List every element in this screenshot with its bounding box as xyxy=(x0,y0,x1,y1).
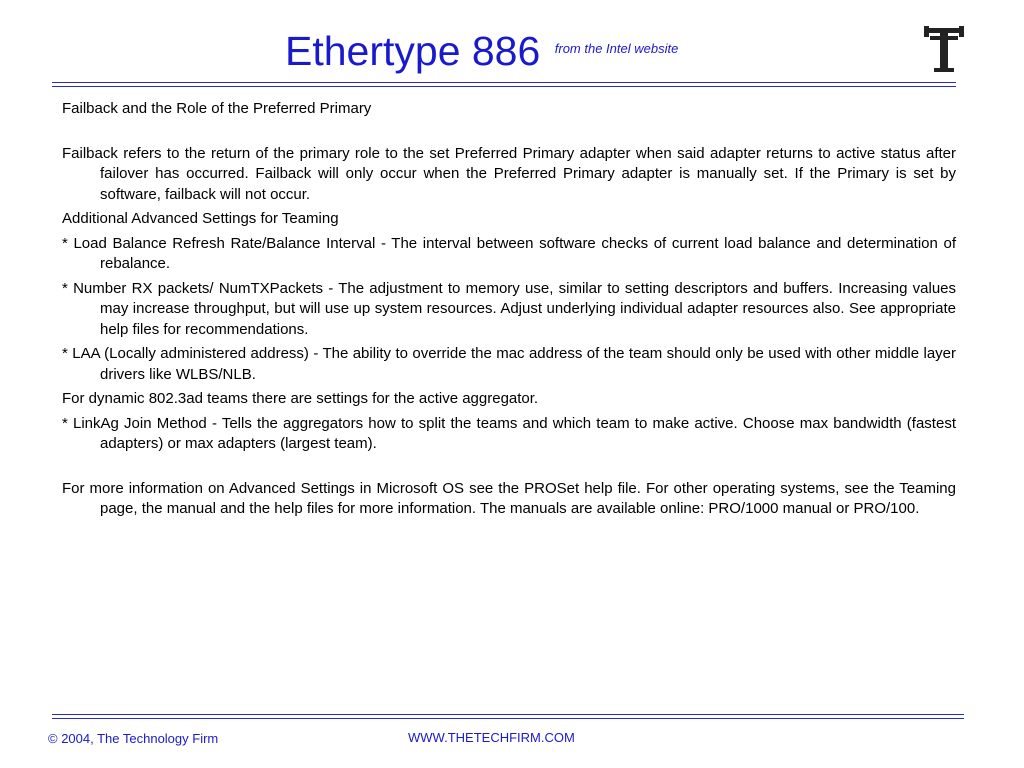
heading-failback: Failback and the Role of the Preferred Primary xyxy=(62,100,372,117)
bullet-linkag: * LinkAg Join Method - Tells the aggregators how to split the teams and which team to make active. Choose max bandwidth (fastest adapters) or max adapters (largest team). xyxy=(62,414,956,452)
heading-advanced-settings: Additional Advanced Settings for Teaming xyxy=(62,210,339,227)
heading-802-3ad: For dynamic 802.3ad teams there are settings for the active aggregator. xyxy=(62,390,539,407)
paragraph-more-info: For more information on Advanced Settings in Microsoft OS see the PROSet help file. For other operating systems, see the Teaming page, the manual and the help files for more information. The manuals are available online: PRO/1000 manual or PRO/100. xyxy=(62,479,956,517)
bullet-laa: * LAA (Locally administered address) - The ability to override the mac address of the team should only be used with other middle layer drivers like WLBS/NLB. xyxy=(62,345,956,383)
footer-copyright: © 2004, The Technology Firm xyxy=(48,731,219,746)
footer-rule-top xyxy=(52,714,964,715)
paragraph-failback: Failback refers to the return of the primary role to the set Preferred Primary adapter when said adapter returns to active status after failover has occurred. Failback will only occur when the Preferred Primary adapter is manually set. If the Primary is set by software, failback will not occur. xyxy=(62,144,956,203)
techfirm-logo xyxy=(924,26,964,74)
slide-title: Ethertype 886 xyxy=(285,28,541,74)
slide-content xyxy=(62,99,956,524)
header-rule-bottom xyxy=(52,86,956,87)
header-rule-top xyxy=(52,82,956,83)
footer-url[interactable]: WWW.THETECHFIRM.COM xyxy=(408,730,575,745)
footer-rule-bottom xyxy=(52,718,964,719)
title-row xyxy=(285,28,678,75)
bullet-rx-packets: * Number RX packets/ NumTXPackets - The adjustment to memory use, similar to setting descriptors and buffers. Increasing values may increase throughput, but will use up system resources. Adjust underlying individual adapter resources also. See appropriate help files for recommendations. xyxy=(62,279,956,338)
bullet-load-balance: * Load Balance Refresh Rate/Balance Interval - The interval between software checks of current load balance and determination of rebalance. xyxy=(62,234,956,272)
slide-subtitle: from the Intel website xyxy=(554,41,679,56)
